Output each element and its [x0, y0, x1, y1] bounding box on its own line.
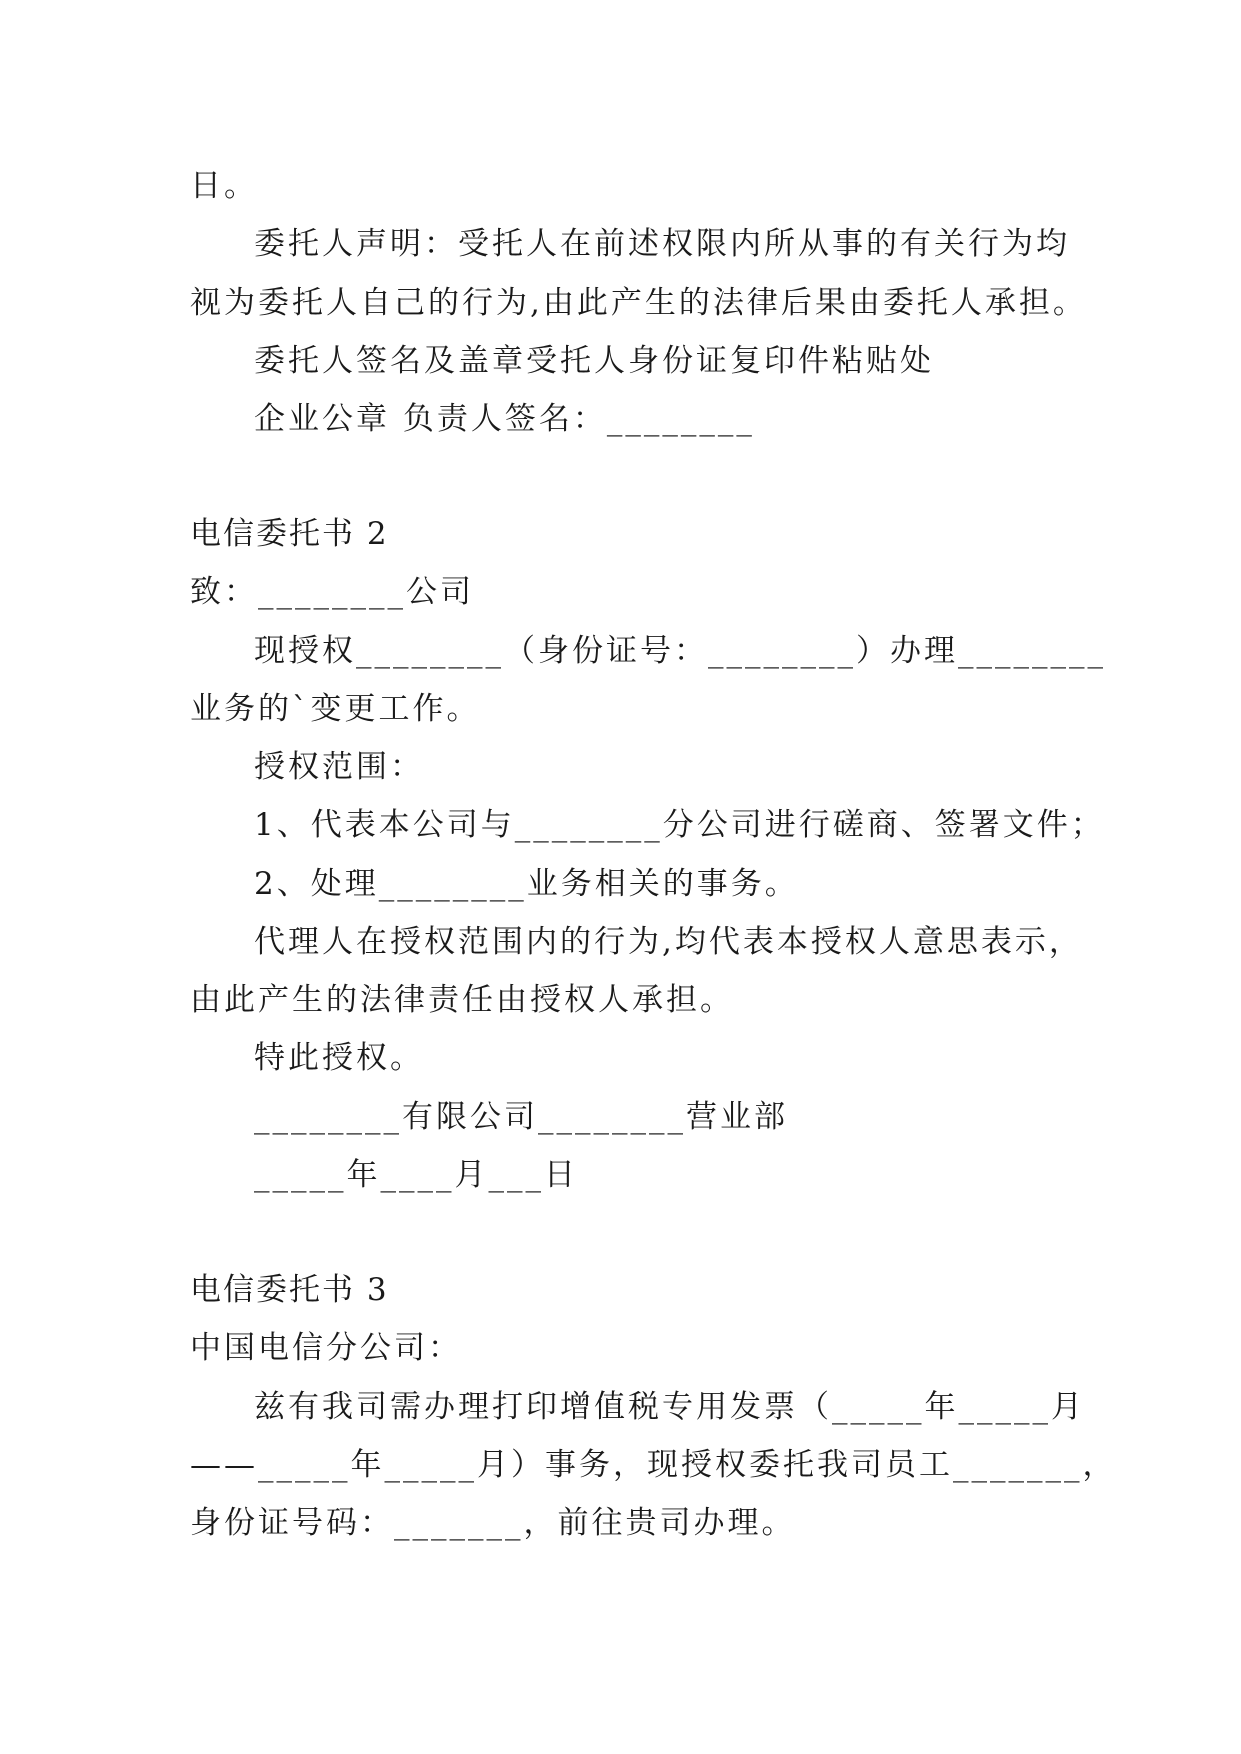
- section2-to-line: 致：________公司: [190, 574, 474, 610]
- section3-body-2: ——_____年_____月）事务，现授权委托我司员工_______，: [190, 1447, 1117, 1483]
- section2-scope-item-2: 2、处理________业务相关的事务。: [254, 866, 799, 902]
- section1-declaration-2: 视为委托人自己的行为,由此产生的法律后果由委托人承担。: [190, 285, 1087, 321]
- section3-title: 电信委托书 3: [190, 1272, 389, 1308]
- section2-scope-label: 授权范围：: [254, 749, 424, 785]
- section3-body-3: 身份证号码：_______，前往贵司办理。: [190, 1505, 796, 1541]
- section2-agent-1: 代理人在授权范围内的行为,均代表本授权人意思表示，: [254, 924, 1083, 960]
- section2-company-line: ________有限公司________营业部: [254, 1099, 788, 1135]
- section3-body-1: 兹有我司需办理打印增值税专用发票（_____年_____月: [254, 1389, 1085, 1425]
- section3-to-line: 中国电信分公司：: [190, 1330, 462, 1366]
- section1-seal-line: 企业公章 负责人签名：________: [254, 401, 755, 437]
- section2-authorize-1: 现授权________（身份证号：________）办理________: [254, 633, 1106, 669]
- section2-date-line: _____年____月___日: [254, 1157, 578, 1193]
- section2-scope-item-1: 1、代表本公司与________分公司进行磋商、签署文件；: [254, 807, 1105, 843]
- section1-line-1: 日。: [190, 168, 258, 204]
- section1-declaration-1: 委托人声明：受托人在前述权限内所从事的有关行为均: [254, 226, 1070, 262]
- section2-title: 电信委托书 2: [190, 516, 389, 552]
- section2-authorize-2: 业务的`变更工作。: [190, 691, 481, 727]
- section2-agent-2: 由此产生的法律责任由授权人承担。: [190, 982, 734, 1018]
- section1-sign-line: 委托人签名及盖章受托人身份证复印件粘贴处: [254, 343, 934, 379]
- section2-closing: 特此授权。: [254, 1040, 424, 1076]
